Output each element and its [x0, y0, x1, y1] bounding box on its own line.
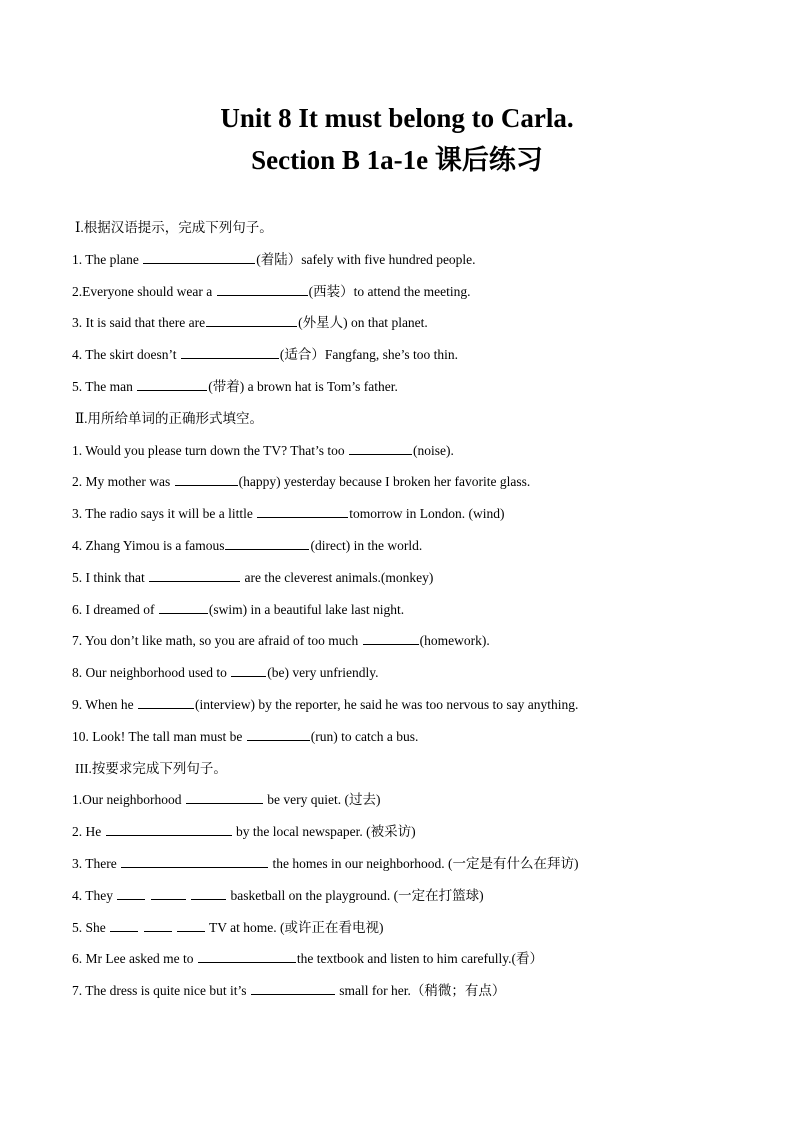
answer-blank[interactable]: [149, 567, 240, 582]
item-text: (西装）to attend the meeting.: [308, 283, 471, 299]
exercise-item: [72, 470, 772, 502]
exercise-item: [72, 725, 772, 757]
item-text: by the local newspaper. (被采访): [232, 824, 416, 840]
answer-blank[interactable]: [144, 917, 172, 932]
item-text: [173, 920, 176, 935]
exercise-item: [72, 788, 772, 820]
item-text: 6. I dreamed of: [72, 601, 158, 617]
answer-blank[interactable]: [138, 694, 194, 709]
answer-blank[interactable]: [137, 376, 207, 391]
item-text: 1. The plane: [72, 251, 143, 267]
item-text: (interview) by the reporter, he said he was too nervous to say anything.: [194, 696, 579, 712]
answer-blank[interactable]: [206, 312, 297, 327]
answer-blank[interactable]: [143, 249, 255, 264]
answer-blank[interactable]: [191, 885, 226, 900]
item-text: (run) to catch a bus.: [310, 728, 419, 744]
item-text: are the cleverest animals.(monkey): [241, 569, 434, 585]
answer-blank[interactable]: [257, 503, 348, 518]
answer-blank[interactable]: [198, 948, 296, 963]
item-text: 4. Zhang Yimou is a famous: [72, 537, 225, 553]
item-text: basketball on the playground. (一定在打篮球): [227, 887, 484, 903]
answer-blank[interactable]: [181, 344, 279, 359]
item-text: 7. You don’t like math, so you are afraid of too much: [72, 633, 362, 649]
answer-blank[interactable]: [247, 726, 310, 741]
item-text: 2. He: [72, 824, 105, 840]
answer-blank[interactable]: [110, 917, 138, 932]
item-text: Ⅰ.根据汉语提示，完成下列句子。: [75, 220, 273, 235]
item-text: (外星人) on that planet.: [298, 315, 428, 331]
item-text: 8. Our neighborhood used to: [72, 665, 231, 681]
exercise-item: [72, 979, 772, 1011]
item-text: 4. They: [72, 887, 117, 903]
exercise-list: [72, 216, 772, 1011]
exercise-item: [72, 439, 772, 471]
exercise-item: [72, 280, 772, 312]
section-heading: [72, 407, 772, 439]
answer-blank[interactable]: [175, 471, 238, 486]
item-text: 3. It is said that there are: [72, 315, 206, 331]
item-text: 2. My mother was: [72, 474, 174, 490]
answer-blank[interactable]: [106, 821, 232, 836]
answer-blank[interactable]: [349, 440, 412, 455]
section-heading: [72, 216, 772, 248]
exercise-item: [72, 629, 772, 661]
exercise-item: [72, 502, 772, 534]
item-text: (be) very unfriendly.: [267, 665, 379, 681]
item-text: (happy) yesterday because I broken her favorite glass.: [238, 474, 531, 490]
item-text: 9. When he: [72, 696, 137, 712]
item-text: [139, 920, 142, 935]
page-title: Unit 8 It must belong to Carla.: [220, 103, 574, 133]
answer-blank[interactable]: [151, 885, 186, 900]
item-text: [187, 888, 190, 903]
exercise-item: [72, 852, 772, 884]
exercise-item: [72, 566, 772, 598]
item-text: 5. The man: [72, 378, 137, 394]
exercise-item: [72, 598, 772, 630]
answer-blank[interactable]: [231, 662, 266, 677]
item-text: tomorrow in London. (wind): [349, 506, 505, 522]
item-text: 3. The radio says it will be a little: [72, 506, 257, 522]
item-text: (noise).: [413, 442, 454, 458]
item-text: (swim) in a beautiful lake last night.: [208, 601, 405, 617]
exercise-item: [72, 693, 772, 725]
exercise-item: [72, 916, 772, 948]
answer-blank[interactable]: [225, 535, 309, 550]
item-text: 1.Our neighborhood: [72, 792, 185, 808]
item-text: 10. Look! The tall man must be: [72, 728, 246, 744]
exercise-item: [72, 661, 772, 693]
item-text: 6. Mr Lee asked me to: [72, 951, 197, 967]
item-text: (direct) in the world.: [310, 537, 423, 553]
item-text: TV at home. (或许正在看电视): [205, 919, 384, 935]
item-text: Ⅱ.用所给单词的正确形式填空。: [75, 410, 264, 426]
item-text: the homes in our neighborhood. (一定是有什么在拜访): [269, 855, 579, 871]
item-text: be very quiet. (过去): [263, 792, 381, 808]
item-text: 7. The dress is quite nice but it’s: [72, 983, 250, 999]
answer-blank[interactable]: [121, 853, 268, 868]
item-text: 5. I think that: [72, 569, 149, 585]
item-text: (着陆）safely with five hundred people.: [256, 251, 476, 267]
exercise-item: [72, 311, 772, 343]
item-text: 3. There: [72, 855, 121, 871]
item-text: (homework).: [419, 633, 490, 649]
exercise-item: [72, 534, 772, 566]
answer-blank[interactable]: [159, 599, 208, 614]
page-subtitle: Section B 1a-1e 课后练习: [251, 145, 543, 175]
exercise-item: [72, 947, 772, 979]
item-text: small for her.（稍微；有点）: [335, 983, 506, 999]
exercise-item: [72, 884, 772, 916]
answer-blank[interactable]: [363, 630, 419, 645]
exercise-item: [72, 820, 772, 852]
exercise-item: [72, 343, 772, 375]
item-text: 5. She: [72, 919, 110, 935]
exercise-item: [72, 375, 772, 407]
item-text: (带着) a brown hat is Tom’s father.: [208, 378, 398, 394]
item-text: 2.Everyone should wear a: [72, 283, 216, 299]
item-text: the textbook and listen to him carefully.(看）: [296, 951, 544, 967]
answer-blank[interactable]: [217, 281, 308, 296]
section-heading: [72, 757, 772, 789]
item-text: (适合）Fangfang, she’s too thin.: [279, 347, 458, 363]
answer-blank[interactable]: [177, 917, 205, 932]
item-text: 4. The skirt doesn’t: [72, 347, 180, 363]
item-text: 1. Would you please turn down the TV? That’s too: [72, 442, 349, 458]
item-text: III.按要求完成下列句子。: [75, 760, 227, 776]
answer-blank[interactable]: [251, 980, 335, 995]
exercise-item: [72, 248, 772, 280]
answer-blank[interactable]: [186, 789, 263, 804]
item-text: [146, 888, 149, 903]
answer-blank[interactable]: [117, 885, 145, 900]
